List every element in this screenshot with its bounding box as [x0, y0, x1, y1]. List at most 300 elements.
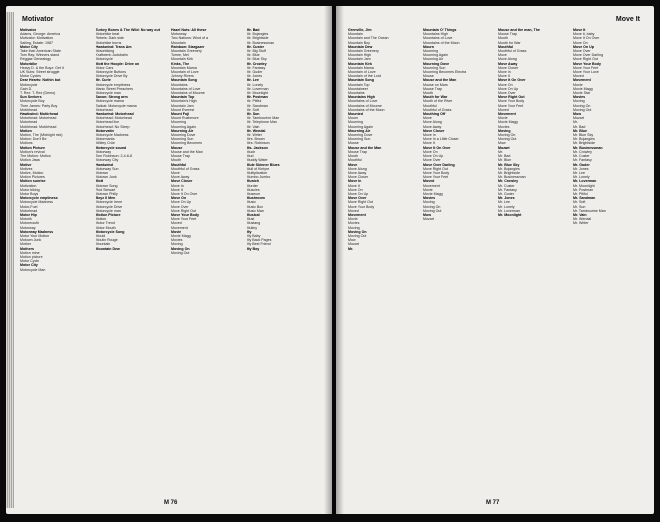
index-entry: Move Right Out	[498, 95, 525, 100]
index-entry: Heavy D. & the Boyz: Get it	[20, 65, 64, 70]
index-entry: Mr. Vain	[246, 124, 260, 129]
index-entry: Mr. Lonely	[573, 175, 590, 180]
index-entry: Move Your Feet	[498, 103, 524, 108]
index-entry: Moving Out	[573, 107, 592, 112]
index-entry: Mr.	[573, 120, 578, 125]
index-entry: Mountaineer	[348, 86, 368, 91]
index-entry: Moving Out	[171, 250, 190, 255]
index-entry: Mr. Postman	[573, 187, 594, 192]
index-entry: Mr. Crowley	[498, 179, 519, 184]
left-column-2	[96, 28, 168, 492]
index-entry: Motorcycle Drive By	[95, 74, 128, 79]
index-entry: Motive	[20, 162, 32, 167]
right-page	[336, 6, 654, 514]
index-entry: Motions	[20, 141, 33, 146]
index-entry: My	[246, 229, 252, 234]
index-entry: Mr. Jones	[573, 166, 589, 171]
index-entry: Mouthing Off	[423, 112, 446, 117]
index-entry: Turkey Bones & The Wild: No way out	[95, 28, 160, 32]
index-entry: Movement	[498, 112, 516, 117]
index-entry: Mott	[95, 179, 104, 184]
index-entry: Mutiny	[246, 225, 258, 230]
index-entry: Motorbiking	[95, 49, 115, 54]
index-entry: Ms. Jackson	[246, 145, 268, 150]
index-entry: Mouthful of Grass	[423, 107, 452, 112]
index-entry: Moving Out	[498, 137, 517, 142]
index-entry: The Motion: Motion	[20, 154, 51, 159]
index-entry: Music Box	[246, 204, 264, 209]
index-entry: My Baby	[246, 233, 261, 238]
index-entry: Move On Up	[423, 154, 444, 159]
index-entry: Moving	[423, 200, 435, 205]
index-entry: Mott the Hoople: Drive on	[95, 61, 140, 66]
index-entry: Move Over Darling	[573, 53, 603, 58]
index-entry: Johnny Rivers	[171, 74, 194, 79]
index-entry: Mull of Kintyre	[246, 166, 270, 171]
index-entry: Mrs. Brown	[246, 137, 265, 142]
index-entry: Motorvatin	[95, 128, 114, 133]
index-entry: Mr. Businessman	[573, 145, 603, 150]
index-entry: Motorcycle Buttons	[95, 70, 127, 75]
index-entry: Manic Street Preachers	[95, 86, 134, 91]
index-entry: Move On Up	[171, 200, 192, 205]
index-entry: Motorcycle emptiness	[95, 82, 131, 87]
index-entry: Mounted	[348, 112, 363, 117]
index-entry: Muscles	[246, 187, 260, 192]
index-entry: Hawkwind: Motorhead	[95, 112, 134, 117]
index-entry: Mountains High	[423, 32, 448, 37]
index-entry: Motorhead	[20, 120, 38, 125]
index-entry: Movies	[348, 221, 360, 226]
index-entry: Movement	[348, 212, 366, 217]
index-entry: Mud	[246, 154, 254, 159]
index-entry: Mountain Mama	[171, 65, 197, 70]
index-entry: Multiplication	[246, 170, 268, 175]
index-entry: Mountains High	[348, 95, 375, 100]
index-entry: UK Subs: Street struggle	[20, 70, 60, 75]
index-entry: Moving On	[423, 204, 441, 209]
index-entry: My Back Pages	[246, 238, 272, 243]
index-entry: Move On	[348, 187, 363, 192]
index-entry: Mountain O' Things	[423, 28, 457, 32]
index-entry: Move Right Out	[423, 166, 448, 171]
index-entry: Move Closer	[171, 179, 193, 184]
index-entry: Kinks, The	[171, 61, 190, 66]
index-entry: Move Over Darling	[423, 162, 455, 167]
index-entry: Motörhead: Motörhead	[20, 124, 57, 129]
index-entry: Mouse	[171, 145, 183, 150]
index-entry: Mr. Postman	[246, 95, 268, 100]
index-entry: Mr. Sun	[573, 204, 586, 209]
index-entry: Moving	[348, 225, 360, 230]
index-entry: Move Right Out	[171, 208, 196, 213]
index-entry: Motion Jaws	[20, 158, 40, 163]
index-entry: Moving	[498, 128, 511, 133]
index-entry: Mountain Song	[171, 78, 197, 83]
index-entry: Reggae Genealogy	[20, 57, 51, 62]
index-entry: Mourning Sun	[348, 137, 371, 142]
index-entry: Mouse and the Man	[348, 145, 382, 150]
index-entry: Move Over	[348, 196, 367, 201]
index-entry: Moving On	[498, 133, 516, 138]
index-entry: Moulin Rouge	[95, 238, 118, 243]
index-entry: Two Nations: Wind of a	[171, 36, 208, 41]
index-entry: Mr. Lonely	[246, 82, 264, 87]
index-entry: Motorhead live	[95, 120, 120, 125]
index-entry: Mouthful	[348, 158, 362, 163]
index-entry: Mr.	[348, 246, 354, 251]
index-entry: Motown Junk	[20, 238, 42, 243]
index-entry: Mr. Bojangles	[498, 166, 520, 171]
index-entry: Motorway Sun	[95, 166, 119, 171]
index-entry: Sun Seekers	[20, 95, 42, 100]
index-entry: Move it, baby	[573, 32, 595, 37]
index-entry: Move Over	[573, 49, 591, 54]
index-entry: Motorcycle mama	[95, 99, 124, 104]
index-entry: Hawkwind	[95, 162, 114, 167]
index-entry: Mustang	[246, 221, 261, 226]
left-column-3	[171, 28, 243, 492]
index-entry: Mr. Lee	[246, 78, 259, 83]
index-entry: Mouse Trap	[423, 86, 442, 91]
index-entry: Mr. Soft	[573, 200, 586, 205]
index-entry: Move On	[423, 149, 438, 154]
index-entry: Mourning Dove	[171, 133, 196, 138]
index-entry: Mr. Guder	[246, 70, 263, 75]
index-entry: Motor City	[20, 44, 38, 49]
index-entry: Mr. Writer	[573, 221, 589, 226]
index-entry: Moving On	[573, 103, 591, 108]
index-entry: Mr. Crowley	[246, 61, 267, 66]
index-entry: Grenville, Jim	[348, 28, 372, 32]
index-entry: Motorcycle Drive	[95, 204, 123, 209]
index-entry: Motion Pictures	[20, 175, 45, 180]
index-entry: Move	[423, 116, 432, 121]
index-entry: Motorway Madness	[20, 229, 54, 234]
index-entry: Mountain Mama	[348, 65, 374, 70]
index-entry: Mouse and the man, The	[498, 28, 540, 32]
index-entry: Mule Skinner Blues	[246, 162, 280, 167]
index-entry: Mr. Lonely	[498, 204, 515, 209]
index-entry: Motion Picture	[20, 145, 45, 150]
index-entry: Motion	[20, 128, 32, 133]
index-entry: Mr. Wendal	[573, 217, 592, 222]
index-entry: Movies	[573, 95, 586, 100]
index-entry: Moved	[348, 208, 359, 213]
index-entry: Mr. Lee	[498, 200, 510, 205]
index-entry: Movie Magg	[171, 233, 191, 238]
index-entry: Mr. Sun	[246, 112, 260, 117]
index-entry: Mountain of the Lord	[348, 74, 381, 79]
index-entry: Take that: American State	[20, 49, 61, 54]
index-entry: Mount Fuji	[171, 112, 190, 117]
index-entry: Move It On Over	[423, 145, 451, 150]
index-entry: Mr. Guder	[573, 162, 590, 167]
index-entry: Mr. Telephone Man	[246, 120, 277, 125]
index-entry: Mr. Blue	[573, 128, 587, 133]
index-entry: Mountains of Mourne	[171, 91, 205, 96]
index-entry: Mow	[498, 141, 506, 146]
index-entry: Mr. Crowley	[573, 149, 592, 154]
index-entry: Rainbow: Stargazer	[171, 44, 205, 49]
index-entry: Move Over	[498, 91, 516, 96]
index-entry: Motorcycle Madness	[95, 133, 129, 138]
index-entry: Tom Ray: Winners stand	[20, 53, 60, 58]
index-entry: Mr. Wendal	[246, 128, 266, 133]
index-entry: Mumbo Jumbo	[246, 175, 271, 180]
index-entry: Mountains of Mourne	[348, 103, 382, 108]
index-entry: Moving	[573, 99, 585, 104]
index-entry: Move Closer	[423, 128, 445, 133]
index-entry: Mr. Fantasy	[246, 65, 266, 70]
index-entry: Mr. Big Stuff	[246, 49, 267, 54]
index-entry: Muddy Water	[246, 158, 268, 163]
index-entry: Mouse on Mars	[423, 82, 448, 87]
index-entry: Motown Song	[95, 183, 118, 188]
index-entry: Mouse	[423, 74, 434, 79]
index-entry: Move Away	[348, 170, 367, 175]
index-entry: Moved	[498, 107, 509, 112]
index-entry: Mr. Moonlight	[246, 91, 269, 96]
index-entry: Motorcycle Irene	[95, 200, 123, 205]
index-entry: Move Your Body	[423, 170, 450, 175]
index-entry: Movement	[573, 78, 591, 83]
index-entry: Mountain Greenery	[348, 49, 379, 54]
index-entry: Mouthful	[498, 44, 514, 49]
index-entry: Mourning Again	[171, 124, 196, 129]
index-entry: Mountain Greenery	[171, 49, 202, 54]
index-entry: Mourning Again	[423, 53, 448, 58]
index-entry: Mr. Tambourine Man	[573, 208, 606, 213]
index-entry: Move	[348, 162, 358, 167]
index-entry: Mourning Sun	[423, 65, 446, 70]
left-running-head: Motivator	[22, 16, 54, 23]
index-entry: Motorbike	[20, 61, 38, 66]
index-entry: Mr. Jones	[246, 74, 263, 79]
index-entry: Mr. Sandman	[246, 103, 268, 108]
index-entry: Boyz II Men	[95, 196, 116, 201]
index-entry: Must	[246, 217, 255, 222]
index-entry: Mountain Jam	[171, 103, 194, 108]
index-entry: Hawkwind: Trans Am	[95, 44, 132, 49]
index-entry: Mountain Kirk	[171, 57, 193, 62]
open-book	[6, 6, 654, 514]
index-entry: Mouse and the Man	[171, 149, 203, 154]
index-entry: Murder	[246, 183, 258, 188]
index-entry: Mr. Custer	[573, 154, 590, 159]
index-entry: Motion: Don't Be	[20, 137, 47, 142]
index-entry: Motormouth	[20, 221, 40, 226]
index-entry: Mourning Becomes Electra	[423, 70, 467, 75]
index-entry: Moving Out	[348, 233, 367, 238]
index-entry: Munich	[246, 179, 260, 184]
right-running-head: Move It	[615, 16, 640, 23]
index-entry: Move Closer	[498, 65, 519, 70]
index-entry: Mr. Bad	[573, 124, 586, 129]
index-entry: Movies	[423, 196, 436, 201]
index-entry: T. Rex: T. Rex (Demo)	[20, 91, 56, 96]
index-entry: Mouse Trap	[171, 154, 190, 159]
index-entry: Mountain Dew	[348, 44, 373, 49]
index-entry: Mr. Businessman	[246, 40, 275, 45]
index-entry: Move Over	[423, 158, 441, 163]
index-entry: Moved	[573, 74, 584, 79]
index-entry: Mr. Bojangles	[573, 137, 595, 142]
index-entry: Motion mine	[20, 250, 40, 255]
index-entry: Motorcycle sound	[95, 145, 127, 150]
index-entry: Move Your Body	[573, 61, 602, 66]
index-entry: Mr. Loverman	[246, 86, 269, 91]
index-entry: Mr. Bad	[498, 154, 511, 159]
index-entry: Saxon: Strong arm	[95, 95, 128, 100]
index-entry: Motorhead	[95, 107, 113, 112]
index-entry: Motorcycle man	[95, 91, 121, 96]
index-entry: Rebels: Dark side	[95, 36, 124, 41]
index-entry: Mötley Crüe	[95, 141, 115, 146]
index-entry: Mourning Air	[171, 128, 194, 133]
index-entry: Moving Out	[423, 208, 442, 213]
index-entry: Mountain High	[348, 53, 372, 58]
index-entry: Mountains of Love	[423, 36, 453, 41]
index-entry: Mourning Dove	[348, 133, 373, 138]
index-entry: Mountain	[95, 242, 111, 247]
index-entry: Mr. Blue	[498, 158, 512, 163]
index-entry: Motor City	[20, 263, 38, 268]
index-entry: Move Your Body	[498, 99, 525, 104]
index-entry: Motorhead: Motorhead	[20, 116, 57, 121]
index-entry: Motown Philly	[95, 191, 118, 196]
index-entry: Mountain	[171, 40, 186, 45]
index-entry: Mow	[348, 238, 356, 243]
index-entry: Mountains of Love	[171, 86, 201, 91]
index-entry: Move Your Feet	[171, 217, 197, 222]
index-entry: Mother	[20, 242, 32, 247]
index-entry: Mouth for War	[498, 40, 521, 45]
index-entry: Move Closer	[348, 175, 369, 180]
index-entry: Move Away	[423, 124, 442, 129]
index-entry: Motor-Fuel	[20, 204, 38, 209]
index-entry: Motorbike beat	[95, 32, 120, 37]
index-entry: Move	[171, 170, 180, 175]
index-entry: Move In	[423, 133, 436, 138]
left-column-1	[20, 28, 92, 492]
left-page	[6, 6, 332, 514]
right-columns	[348, 28, 644, 492]
index-entry: Movie Magg	[573, 86, 593, 91]
index-entry: Movement	[423, 183, 440, 188]
index-entry: Hazel Nuts: All these	[171, 28, 207, 32]
index-entry: Mouthful	[171, 162, 187, 167]
index-entry: Mouse	[348, 141, 359, 146]
index-entry: Mouth	[498, 36, 508, 41]
index-entry: Move Right Out	[348, 200, 373, 205]
index-entry: Motown	[95, 170, 109, 175]
index-entry: Mozart	[348, 242, 359, 247]
index-entry: Mouse Trap	[348, 149, 367, 154]
index-entry: Torme, Mel	[171, 53, 189, 58]
index-entry: Move Away	[498, 61, 518, 66]
index-entry: Motorcycle Madness	[20, 200, 53, 205]
index-entry: Mountain Dew	[95, 246, 120, 251]
index-entry: Motor biking	[20, 187, 40, 192]
index-entry: Mothers	[20, 246, 34, 251]
index-entry: Motion	[95, 217, 107, 222]
index-entry: Move It	[171, 187, 183, 192]
index-entry: Mountains of the Moon	[423, 40, 460, 45]
right-page-number: M 77	[486, 500, 500, 506]
index-entry: Mouthful	[423, 103, 437, 108]
index-entry: Move On	[573, 40, 588, 45]
index-entry: Motor Cars	[95, 65, 114, 70]
index-entry: Then James: Party Boy	[20, 103, 58, 108]
index-entry: Mr. Moonlight	[573, 183, 595, 188]
index-entry: Move Your Body	[348, 204, 375, 209]
index-entry: Mr. Curie	[95, 78, 111, 83]
index-entry: Mourning Dove	[423, 61, 450, 66]
index-entry: Mourning	[171, 120, 186, 125]
index-entry: Mr. Guder	[498, 191, 514, 196]
index-entry: Hawkwind: Motörhead	[20, 112, 59, 117]
index-entry: Move Your Feet	[423, 175, 449, 180]
index-entry: Movie	[498, 116, 508, 121]
index-entry: Motorway	[95, 149, 112, 154]
index-entry: Mourning	[348, 120, 363, 125]
index-entry: Motor Boys	[20, 191, 39, 196]
index-entry: Movie Star	[573, 91, 591, 96]
index-entry: Mouth of the River	[423, 99, 453, 104]
index-entry: Mr. Loverman	[573, 179, 597, 184]
index-entry: Move Over	[171, 204, 189, 209]
index-entry: Mr. Sandman	[573, 196, 596, 201]
index-entry: Move It	[423, 141, 435, 146]
index-entry: Motion Picture	[95, 212, 121, 217]
index-entry: Museum	[246, 191, 261, 196]
index-entry: Mr. Loverman	[498, 208, 520, 213]
right-column-4	[573, 28, 644, 492]
index-entry: Mr. Custer	[498, 183, 515, 188]
index-entry: Musical	[246, 212, 260, 217]
index-entry: Sailing, Estate: 1987	[20, 40, 53, 45]
index-entry: Motive, Motion	[20, 170, 44, 175]
index-entry: Mouthful of Grass	[498, 49, 527, 54]
index-entry: Mr. Writer	[246, 133, 263, 138]
index-entry: Mr. Bojangles	[246, 32, 269, 37]
index-entry: Movie	[171, 229, 182, 234]
left-page-number: M 76	[164, 500, 178, 506]
index-entry: Mr.	[498, 149, 503, 154]
index-entry: Movement	[171, 225, 188, 230]
index-entry: Mr. Vain	[573, 212, 587, 217]
index-entry: Mr. Brightside	[573, 141, 595, 146]
index-entry: Move	[498, 53, 507, 58]
index-entry: Mozart	[498, 145, 510, 150]
index-entry: Mushroom	[246, 196, 265, 201]
index-entry: Mr. Blue Sky	[498, 162, 520, 167]
index-entry: Moved	[171, 221, 182, 226]
index-entry: Move Away	[171, 175, 190, 180]
index-entry: Move Your Body	[171, 212, 200, 217]
index-entry: Motorhead	[20, 208, 38, 213]
index-entry: Mourning Sun	[171, 137, 194, 142]
index-entry: My Boy	[246, 246, 260, 251]
index-entry: Movie	[573, 82, 583, 87]
index-entry: Move On Up	[348, 191, 369, 196]
index-entry: Move It On Over	[171, 191, 198, 196]
index-entry: Adams, George: America	[20, 32, 61, 37]
index-entry: Move Your Love	[573, 70, 599, 75]
index-entry: Mountain Top	[348, 82, 370, 87]
index-entry: Motivator	[20, 28, 37, 32]
